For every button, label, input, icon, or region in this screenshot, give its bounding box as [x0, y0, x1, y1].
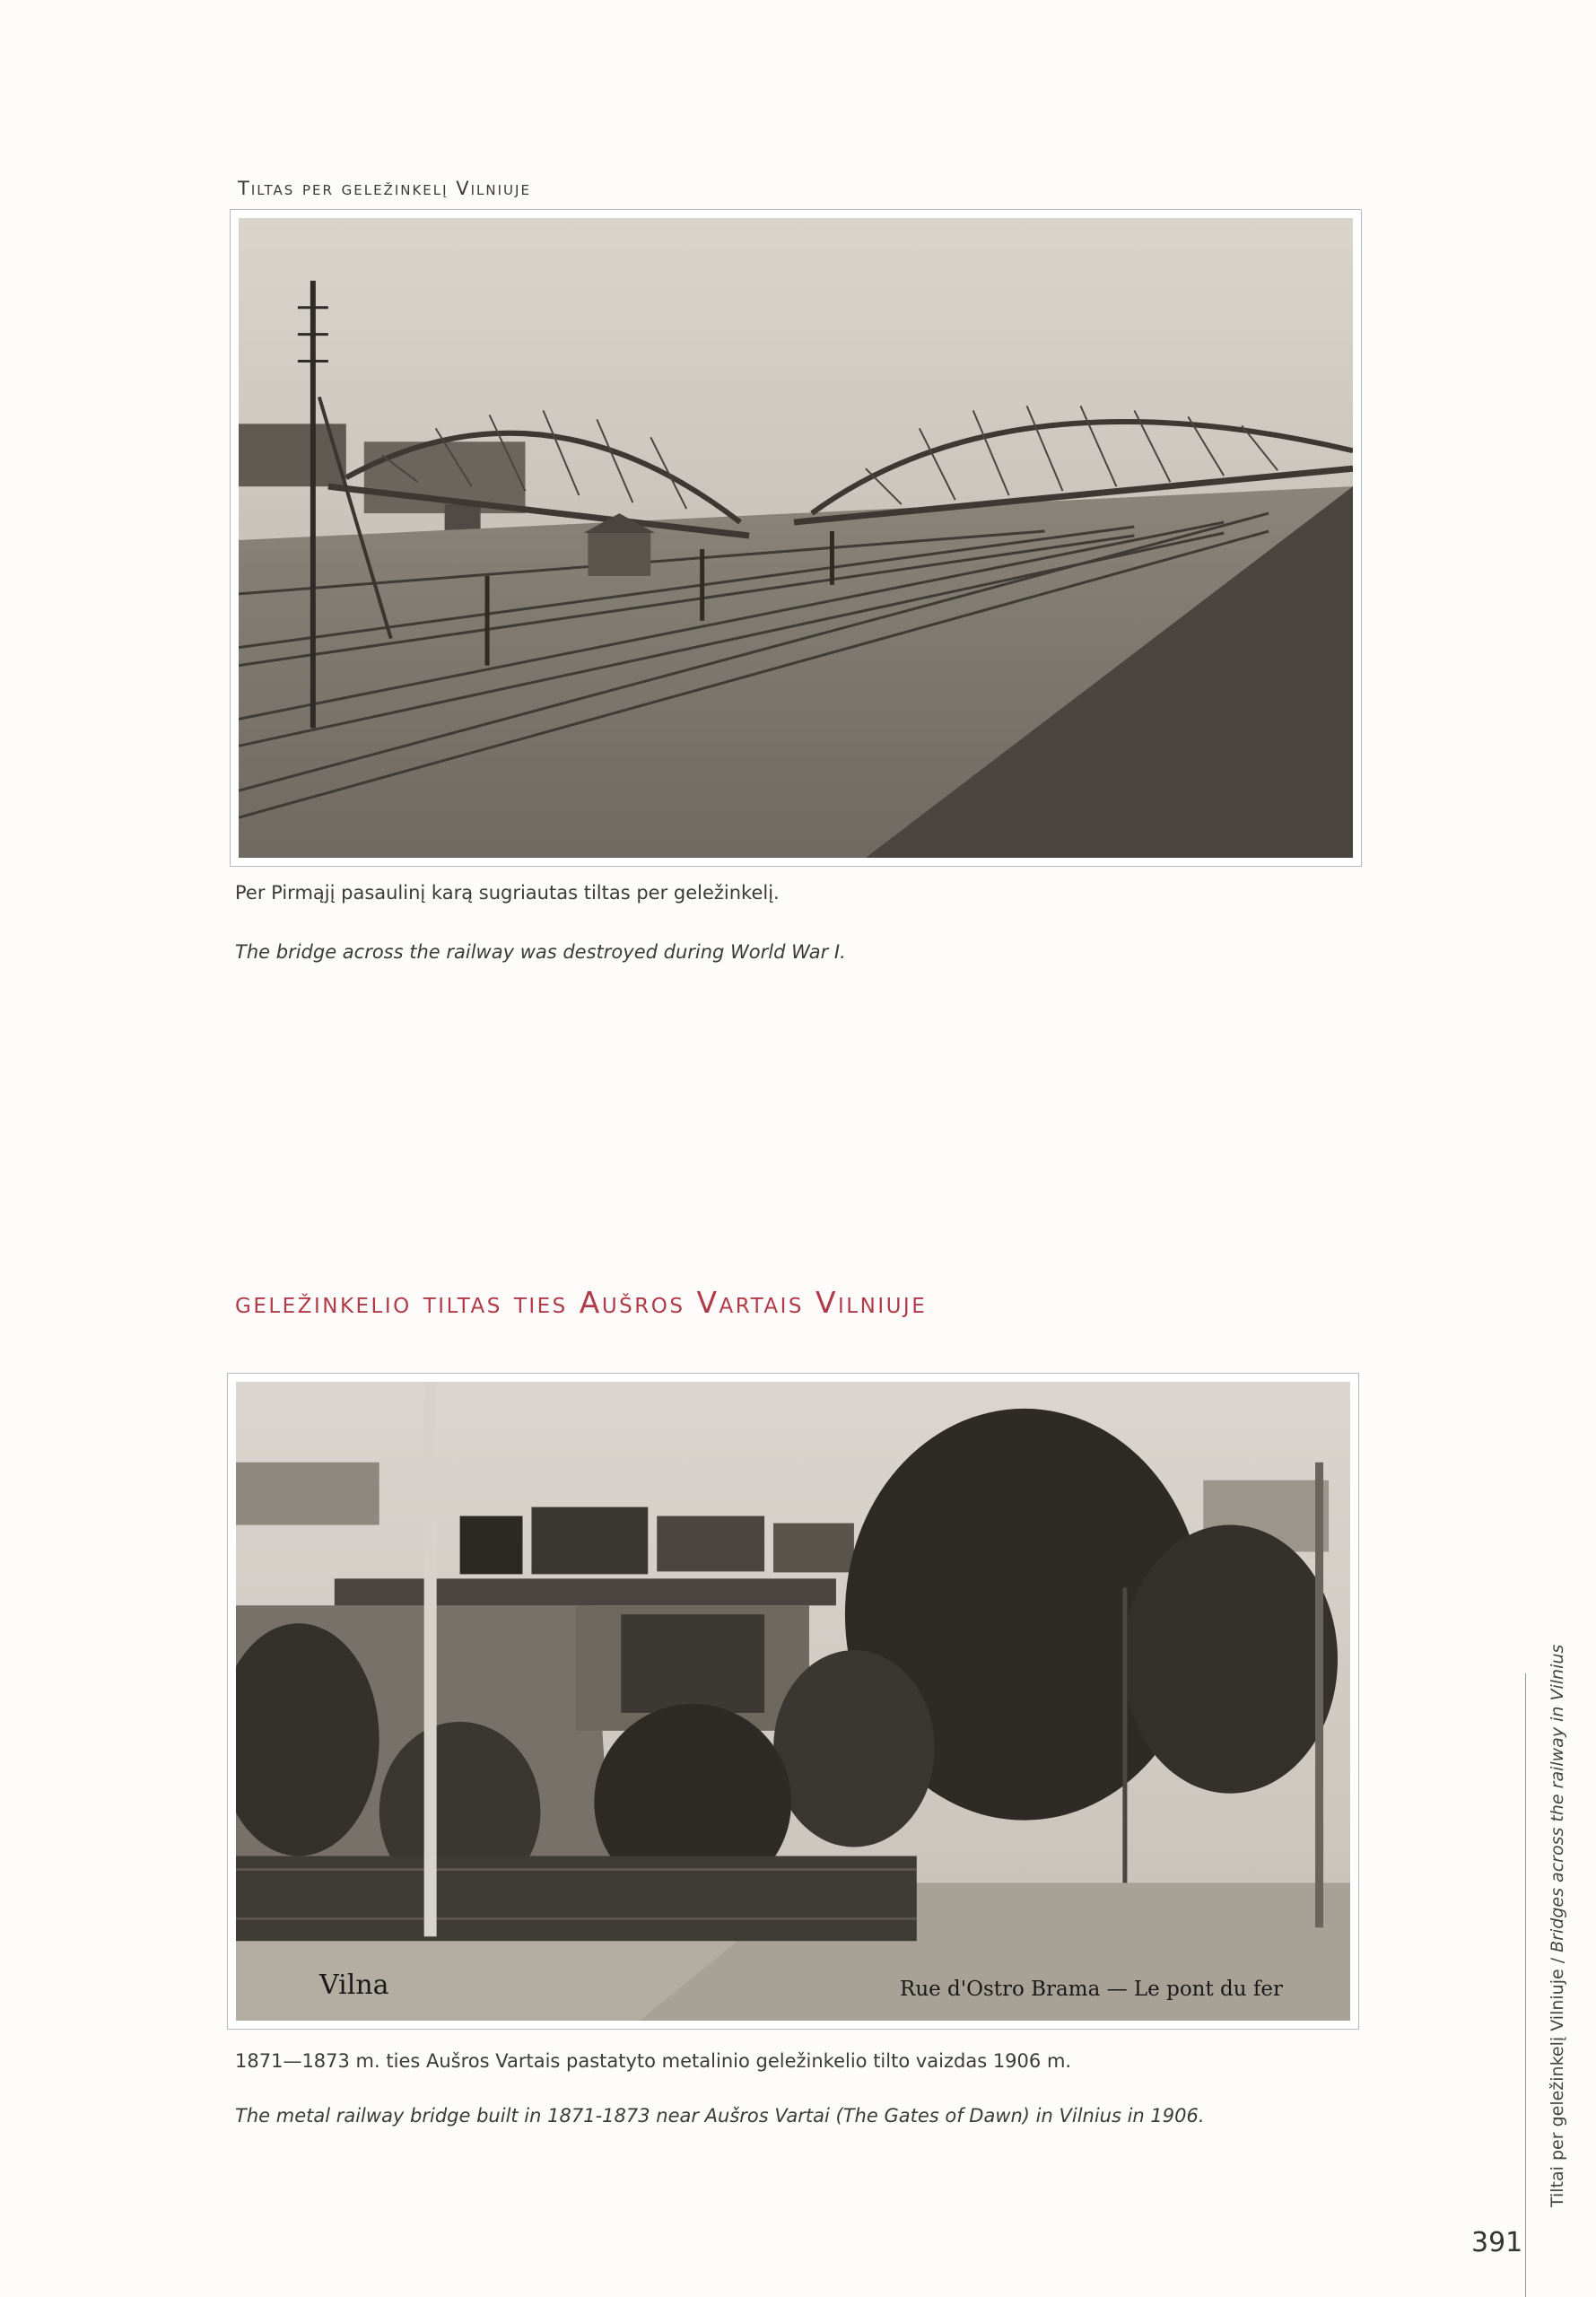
postcard-caption-left: Vilna: [319, 1969, 389, 2001]
photo-destroyed-bridge: [239, 218, 1353, 858]
section-title-railway-bridge: Tiltas per geležinkelį Vilniuje: [238, 178, 531, 199]
photo-frame-postcard: [227, 1373, 1359, 2030]
caption-lt-photo1: Per Pirmąjį pasaulinį karą sugriautas tiltas per geležinkelį.: [235, 882, 780, 904]
photo-postcard-vilna: [236, 1382, 1350, 2021]
sidebar-text-lt: Tiltai per geležinkelį Vilniuje /: [1548, 1952, 1567, 2207]
page-number: 391: [1471, 2227, 1523, 2258]
caption-en-photo1: The bridge across the railway was destroyed during World War I.: [235, 941, 846, 963]
photo-frame-destroyed-bridge: [230, 209, 1362, 867]
sidebar-text-en: Bridges across the railway in Vilnius: [1548, 1644, 1567, 1952]
sidebar-running-title: [1548, 1645, 1567, 2207]
section-title-aušros-vartai: geležinkelio tiltas ties Aušros Vartais Vilniuje: [235, 1285, 928, 1320]
postcard-caption-right: Rue d'Ostro Brama — Le pont du fer: [900, 1978, 1284, 2001]
caption-en-photo2: The metal railway bridge built in 1871-1873 near Aušros Vartai (The Gates of Dawn) in Vilnius in 1906.: [235, 2105, 1205, 2127]
sidebar-rule: [1525, 1673, 1526, 2297]
caption-lt-photo2: 1871—1873 m. ties Aušros Vartais pastatyto metalinio geležinkelio tilto vaizdas 1906 m.: [235, 2050, 1072, 2072]
